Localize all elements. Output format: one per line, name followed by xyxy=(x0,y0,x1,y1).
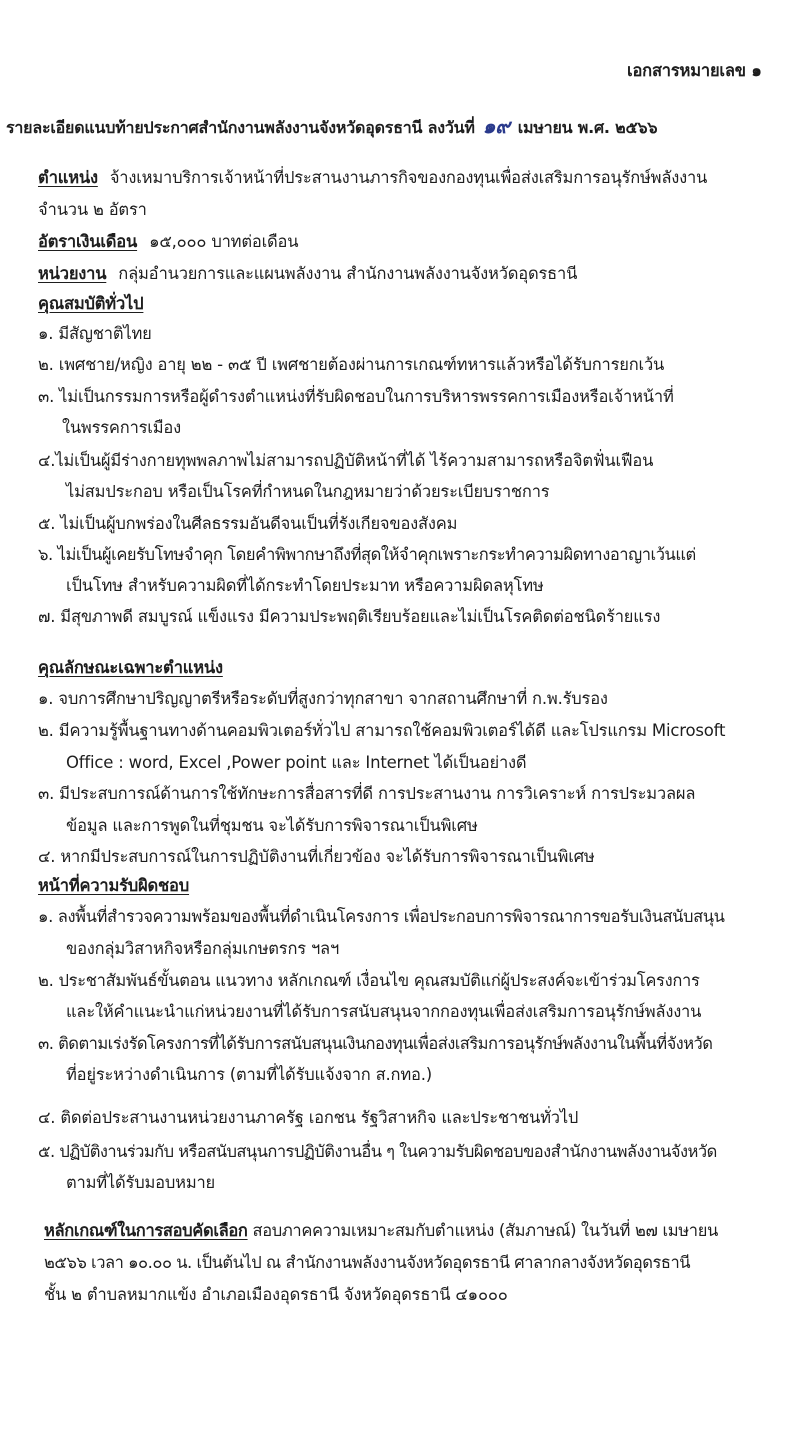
general-qualification-item: ๑. มีสัญชาติไทย xyxy=(38,324,152,343)
general-qualification-continuation: เป็นโทษ สำหรับความผิดที่ได้กระทำโดยประมาท หรือความผิดลหุโทษ xyxy=(66,576,544,595)
unit-label: หน่วยงาน xyxy=(38,264,107,283)
duties-heading: หน้าที่ความรับผิดชอบ xyxy=(38,876,190,895)
specific-qualification-item: ๑. จบการศึกษาปริญญาตรีหรือระดับที่สูงกว่าทุกสาขา จากสถานศึกษาที่ ก.พ.รับรอง xyxy=(38,689,608,708)
general-qualification-item: ๗. มีสุขภาพดี สมบูรณ์ แข็งแรง มีความประพฤติเรียบร้อยและไม่เป็นโรคติดต่อชนิดร้ายแรง xyxy=(38,607,661,626)
specific-qualifications-heading: คุณลักษณะเฉพาะตำแหน่ง xyxy=(38,658,223,677)
general-qualification-item: ๒. เพศชาย/หญิง อายุ ๒๒ - ๓๕ ปี เพศชายต้องผ่านการเกณฑ์ทหารแล้วหรือได้รับการยกเว้น xyxy=(38,355,665,374)
duty-item: ๔. ติดต่อประสานงานหน่วยงานภาครัฐ เอกชน รัฐวิสาหกิจ และประชาชนทั่วไป xyxy=(38,1108,579,1127)
salary-value: ๑๕,๐๐๐ บาทต่อเดือน xyxy=(149,232,299,251)
header-prefix: รายละเอียดแนบท้ายประกาศสำนักงานพลังงานจังหวัดอุดรธานี ลงวันที่ xyxy=(6,118,475,137)
salary-line xyxy=(38,231,298,253)
general-qualification-continuation: ในพรรคการเมือง xyxy=(62,418,181,437)
specific-qualification-continuation: Office : word, Excel ,Power point และ Internet ได้เป็นอย่างดี xyxy=(66,753,527,772)
specific-qualification-item: ๔. หากมีประสบการณ์ในการปฏิบัติงานที่เกี่ยวข้อง จะได้รับการพิจารณาเป็นพิเศษ xyxy=(38,847,595,866)
duty-item: ๒. ประชาสัมพันธ์ขั้นตอน แนวทาง หลักเกณฑ์ เงื่อนไข คุณสมบัติแก่ผู้ประสงค์จะเข้าร่วมโครงการ xyxy=(38,971,700,990)
position-value: จ้างเหมาบริการเจ้าหน้าที่ประสานงานภารกิจของกองทุนเพื่อส่งเสริมการอนุรักษ์พลังงาน xyxy=(109,168,708,187)
specific-qualification-item: ๓. มีประสบการณ์ด้านการใช้ทักษะการสื่อสารที่ดี การประสานงาน การวิเคราะห์ การประมวลผล xyxy=(38,784,696,803)
position-count: จำนวน ๒ อัตรา xyxy=(38,200,147,219)
announcement-header xyxy=(6,115,657,139)
specific-qualification-item: ๒. มีความรู้พื้นฐานทางด้านคอมพิวเตอร์ทั่วไป สามารถใช้คอมพิวเตอร์ได้ดี และโปรแกรม Microsoft xyxy=(38,721,726,740)
selection-line: ๒๕๖๖ เวลา ๑๐.๐๐ น. เป็นต้นไป ณ สำนักงานพลังงานจังหวัดอุดรธานี ศาลากลางจังหวัดอุดรธานี xyxy=(44,1253,690,1272)
salary-label: อัตราเงินเดือน xyxy=(38,232,138,251)
duty-item: ๑. ลงพื้นที่สำรวจความพร้อมของพื้นที่ดำเนินโครงการ เพื่อประกอบการพิจารณาการขอรับเงินสนับสนุน xyxy=(38,907,725,926)
duty-item: ๕. ปฏิบัติงานร่วมกับ หรือสนับสนุนการปฏิบัติงานอื่น ๆ ในความรับผิดชอบของสำนักงานพลังงานจังหวัด xyxy=(38,1142,717,1161)
selection-line xyxy=(44,1220,718,1242)
duty-continuation: ที่อยู่ระหว่างดำเนินการ (ตามที่ได้รับแจ้งจาก ส.กทอ.) xyxy=(66,1065,433,1084)
specific-qualification-continuation: ข้อมูล และการพูดในที่ชุมชน จะได้รับการพิจารณาเป็นพิเศษ xyxy=(66,816,478,835)
general-qualification-item: ๕. ไม่เป็นผู้บกพร่องในศีลธรรมอันดีจนเป็นที่รังเกียจของสังคม xyxy=(38,514,458,533)
unit-line xyxy=(38,263,577,285)
header-suffix: เมษายน พ.ศ. ๒๕๖๖ xyxy=(517,118,658,137)
duty-continuation: และให้คำแนะนำแก่หน่วยงานที่ได้รับการสนับสนุนจากกองทุนเพื่อส่งเสริมการอนุรักษ์พลังงาน xyxy=(66,1002,702,1021)
duty-item: ๓. ติดตามเร่งรัดโครงการที่ได้รับการสนับสนุนเงินกองทุนเพื่อส่งเสริมการอนุรักษ์พลังงานในพื้นที่จังหวัด xyxy=(38,1034,713,1053)
general-qualification-item: ๓. ไม่เป็นกรรมการหรือผู้ดำรงตำแหน่งที่รับผิดชอบในการบริหารพรรคการเมืองหรือเจ้าหน้าที่ xyxy=(38,387,674,406)
position-line xyxy=(38,167,707,189)
selection-line: ชั้น ๒ ตำบลหมากแข้ง อำเภอเมืองอุดรธานี จังหวัดอุดรธานี ๔๑๐๐๐ xyxy=(44,1285,508,1304)
general-qualification-item: ๔.ไม่เป็นผู้มีร่างกายทุพพลภาพไม่สามารถปฏิบัติหน้าที่ได้ ไร้ความสามารถหรือจิตฟั่นเฟือน xyxy=(38,451,654,470)
position-label: ตำแหน่ง xyxy=(38,168,98,187)
general-qualification-continuation: ไม่สมประกอบ หรือเป็นโรคที่กำหนดในกฎหมายว่าด้วยระเบียบราชการ xyxy=(66,482,550,501)
handwritten-date: ๑๙ xyxy=(482,114,510,138)
selection-label: หลักเกณฑ์ในการสอบคัดเลือก xyxy=(44,1221,248,1240)
general-qualification-item: ๖. ไม่เป็นผู้เคยรับโทษจำคุก โดยคำพิพากษาถึงที่สุดให้จำคุกเพราะกระทำความผิดทางอาญาเว้นแต่ xyxy=(38,545,696,564)
selection-text: สอบภาคความเหมาะสมกับตำแหน่ง (สัมภาษณ์) ในวันที่ ๒๗ เมษายน xyxy=(252,1221,718,1240)
duty-continuation: ของกลุ่มวิสาหกิจหรือกลุ่มเกษตรกร ฯลฯ xyxy=(66,939,340,958)
unit-value: กลุ่มอำนวยการและแผนพลังงาน สำนักงานพลังงานจังหวัดอุดรธานี xyxy=(118,264,578,283)
duty-continuation: ตามที่ได้รับมอบหมาย xyxy=(66,1173,216,1192)
document-number: เอกสารหมายเลข ๑ xyxy=(627,61,762,80)
general-qualifications-heading: คุณสมบัติทั่วไป xyxy=(38,294,144,313)
